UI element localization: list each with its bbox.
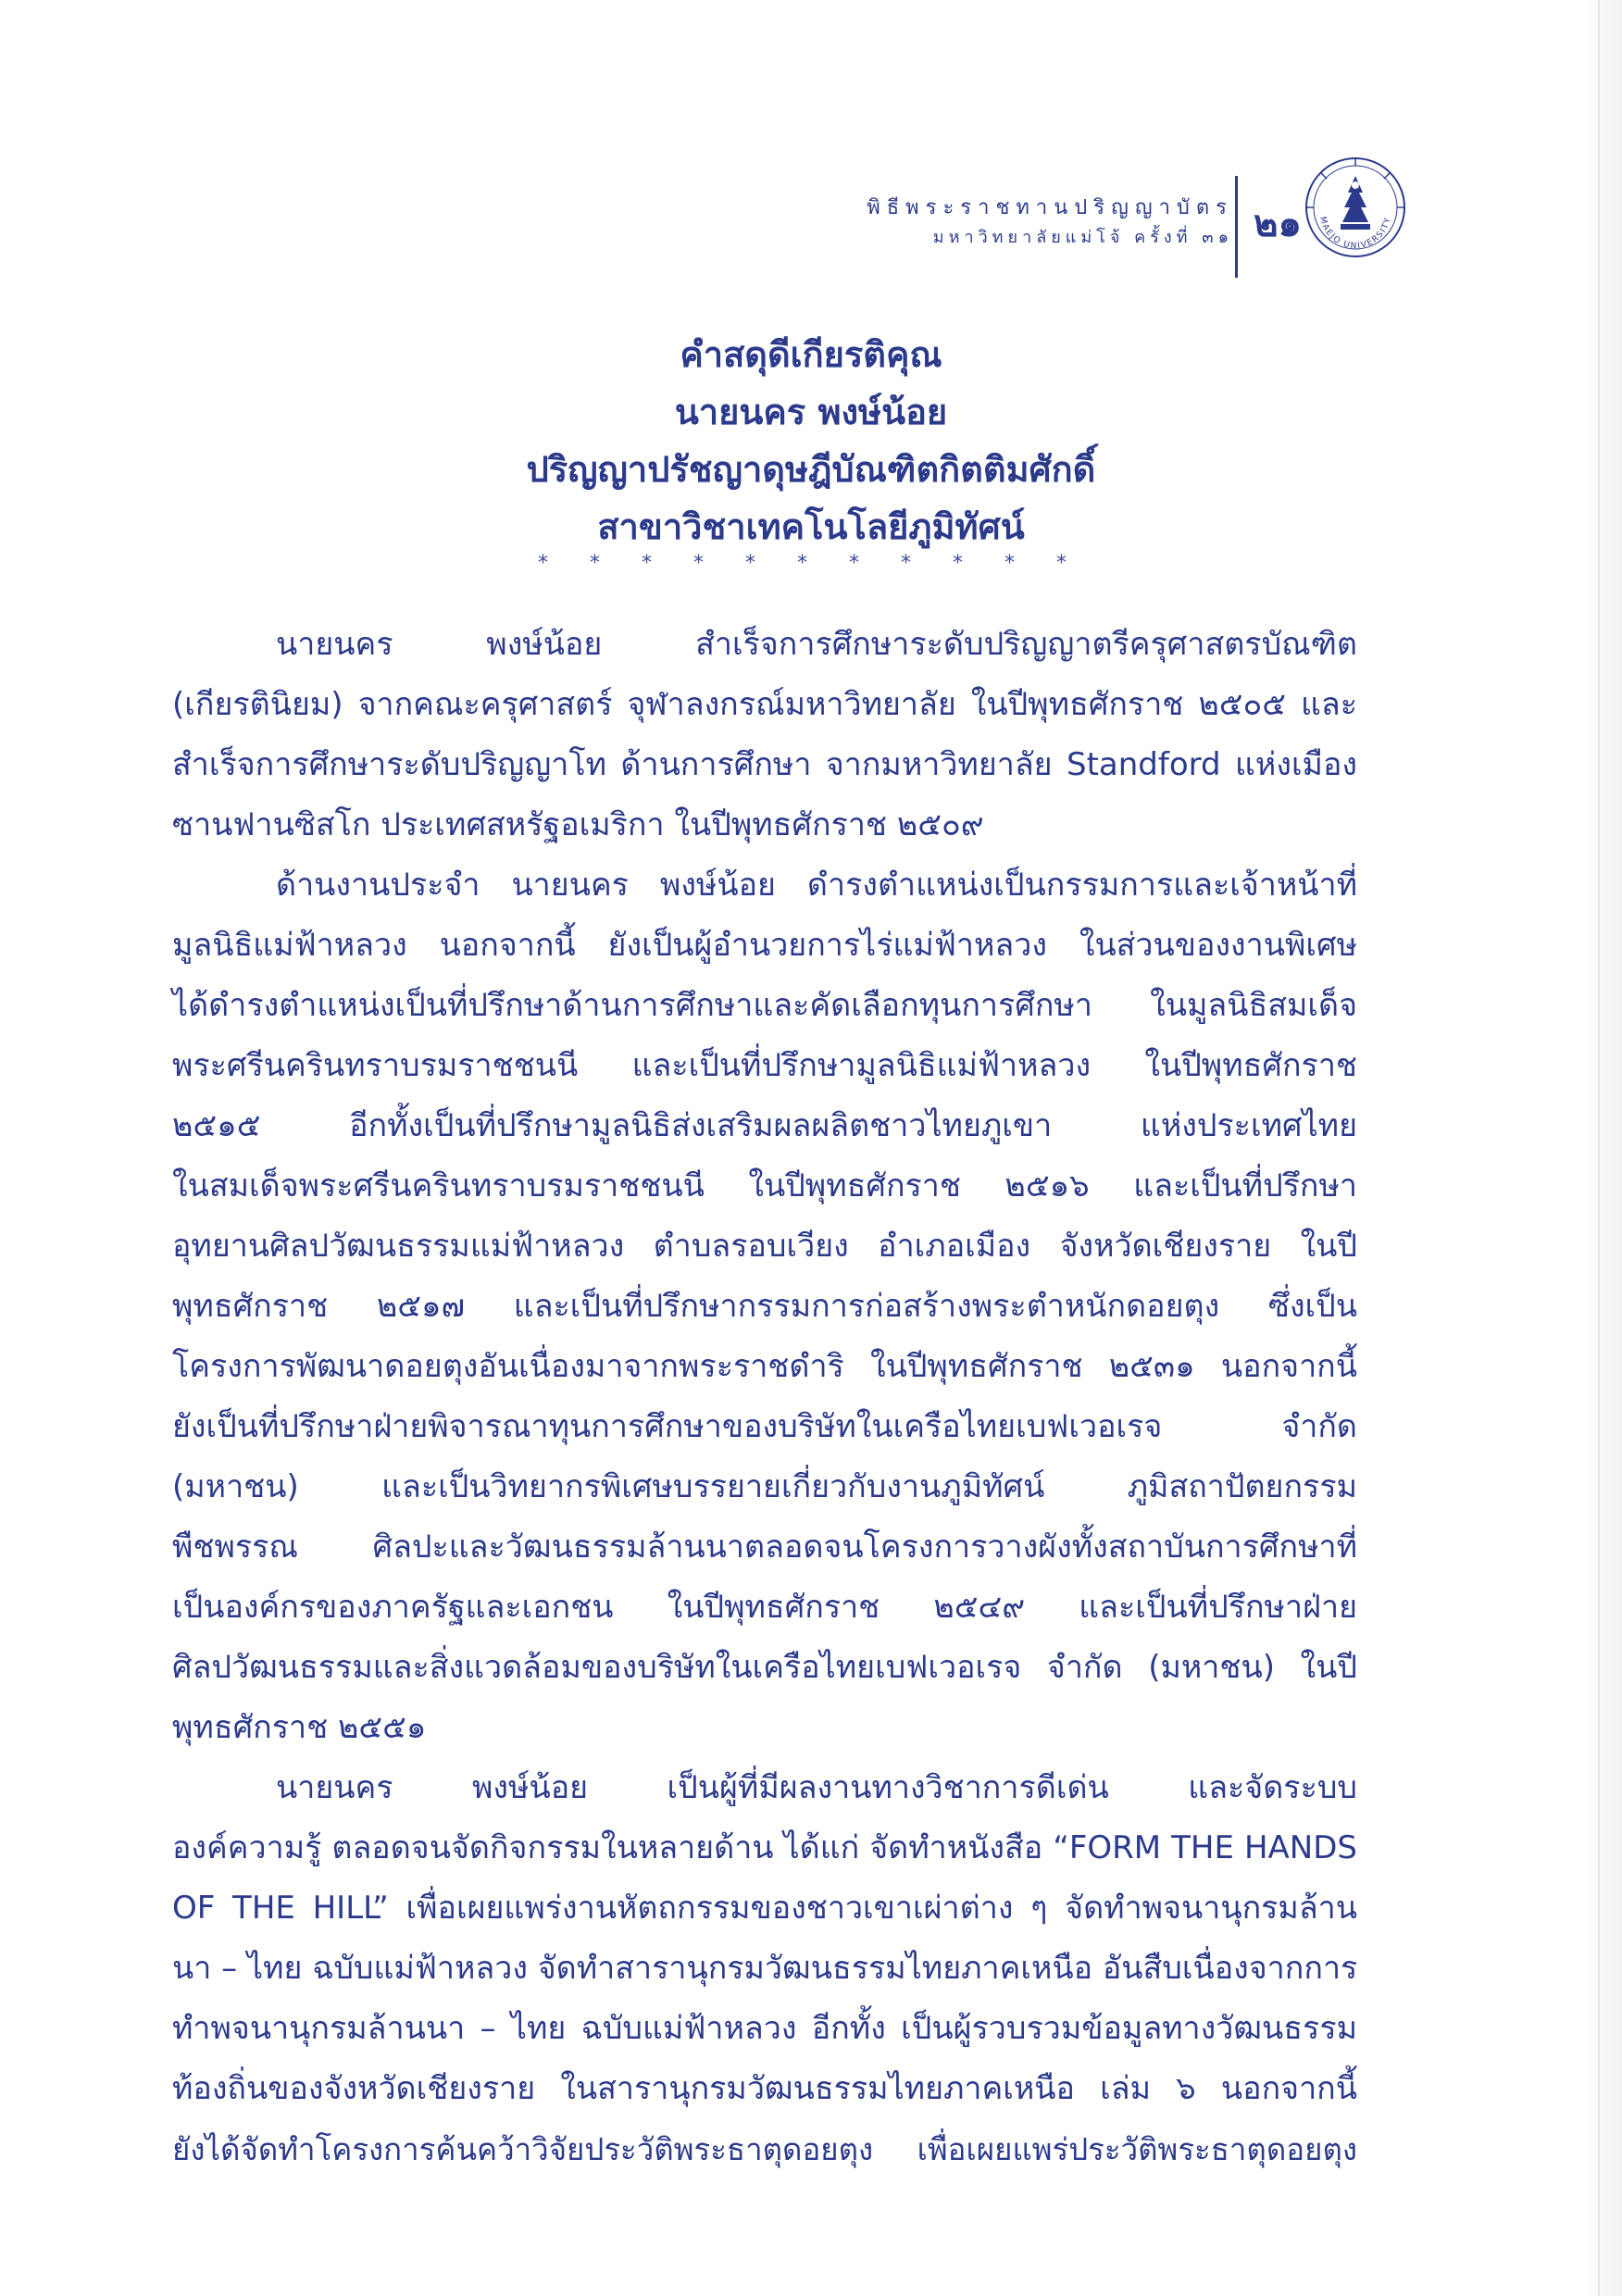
star-separator: * * * * * * * * * * * xyxy=(538,552,1084,575)
university-seal-icon xyxy=(1304,156,1407,259)
text-line: ในสมเด็จพระศรีนครินทราบรมราชชนนี ในปีพุทธศักราช ๒๕๑๖ และเป็นที่ปรึกษา xyxy=(172,1167,1357,1204)
text-line: นา – ไทย ฉบับแม่ฟ้าหลวง จัดทำสารานุกรมวัฒนธรรมไทยภาคเหนือ อันสืบเนื่องจากการ xyxy=(172,1950,1358,1987)
text-line: เป็นองค์กรของภาครัฐและเอกชน ในปีพุทธศักราช ๒๕๔๙ และเป็นที่ปรึกษาฝ่าย xyxy=(172,1589,1357,1626)
text-line: ด้านงานประจำ นายนคร พงษ์น้อย ดำรงตำแหน่งเป็นกรรมการและเจ้าหน้าที่ xyxy=(276,867,1357,904)
text-line: ยังได้จัดทำโครงการค้นคว้าวิจัยประวัติพระธาตุดอยตุง เพื่อเผยแพร่ประวัติพระธาตุดอยตุง xyxy=(172,2131,1357,2167)
text-line: (มหาชน) และเป็นวิทยากรพิเศษบรรยายเกี่ยวกับงานภูมิทัศน์ ภูมิสถาปัตยกรรม xyxy=(172,1468,1357,1505)
text-line: (เกียรตินิยม) จากคณะครุศาสตร์ จุฬาลงกรณ์มหาวิทยาลัย ในปีพุทธศักราช ๒๕๐๕ และ xyxy=(172,686,1357,723)
text-line: ท้องถิ่นของจังหวัดเชียงราย ในสารานุกรมวัฒนธรรมไทยภาคเหนือ เล่ม ๖ นอกจากนี้ xyxy=(172,2070,1357,2107)
text-line: ซานฟานซิสโก ประเทศสหรัฐอเมริกา ในปีพุทธศักราช ๒๕๐๙ xyxy=(172,806,984,843)
text-line: ๒๕๑๕ อีกทั้งเป็นที่ปรึกษามูลนิธิส่งเสริมผลผลิตชาวไทยภูเขา แห่งประเทศไทย xyxy=(172,1107,1357,1144)
text-line: ยังเป็นที่ปรึกษาฝ่ายพิจารณาทุนการศึกษาของบริษัทในเครือไทยเบฟเวอเรจ จำกัด xyxy=(172,1408,1357,1445)
text-line: พุทธศักราช ๒๕๕๑ xyxy=(172,1709,427,1746)
paragraph-education xyxy=(172,615,1357,855)
text-line: โครงการพัฒนาดอยตุงอันเนื่องมาจากพระราชดำริ ในปีพุทธศักราช ๒๕๓๑ นอกจากนี้ xyxy=(172,1348,1357,1385)
paragraph-works xyxy=(172,1758,1357,2179)
text-line: ได้ดำรงตำแหน่งเป็นที่ปรึกษาด้านการศึกษาและคัดเลือกทุนการศึกษา ในมูลนิธิสมเด็จ xyxy=(172,987,1357,1024)
title-degree: ปริญญาปรัชญาดุษฎีบัณฑิตกิตติมศักดิ์ xyxy=(526,449,1096,490)
text-line: อุทยานศิลปวัฒนธรรมแม่ฟ้าหลวง ตำบลรอบเวียง อำเภอเมือง จังหวัดเชียงราย ในปี xyxy=(172,1228,1357,1265)
header xyxy=(867,193,1233,252)
text-line: พืชพรรณ ศิลปะและวัฒนธรรมล้านนาตลอดจนโครงการวางผังทั้งสถาบันการศึกษาที่ xyxy=(172,1529,1357,1566)
header-divider xyxy=(1235,176,1238,278)
title-citation: คำสดุดีเกียรติคุณ xyxy=(680,334,942,375)
header-university-session: มหาวิทยาลัยแม่โจ้ ครั้งที่ ๓๑ xyxy=(932,228,1233,247)
title-honoree-name: นายนคร พงษ์น้อย xyxy=(674,392,948,432)
page-number: ๒๑ xyxy=(1254,203,1302,245)
text-line: ศิลปวัฒนธรรมและสิ่งแวดล้อมของบริษัทในเครือไทยเบฟเวอเรจ จำกัด (มหาชน) ในปี xyxy=(172,1649,1357,1686)
text-line: นายนคร พงษ์น้อย เป็นผู้ที่มีผลงานทางวิชาการดีเด่น และจัดระบบ xyxy=(276,1769,1357,1806)
text-line: นายนคร พงษ์น้อย สำเร็จการศึกษาระดับปริญญาตรีครุศาสตรบัณฑิต xyxy=(276,626,1357,663)
title-field: สาขาวิชาเทคโนโลยีภูมิทัศน์ xyxy=(597,506,1025,547)
title-block xyxy=(0,326,1622,555)
text-line: องค์ความรู้ ตลอดจนจัดกิจกรรมในหลายด้าน ได้แก่ จัดทำหนังสือ “FORM THE HANDS xyxy=(172,1829,1357,1866)
text-line: มูลนิธิแม่ฟ้าหลวง นอกจากนี้ ยังเป็นผู้อำนวยการไร่แม่ฟ้าหลวง ในส่วนของงานพิเศษ xyxy=(172,927,1357,964)
text-line: พระศรีนครินทราบรมราชชนนี และเป็นที่ปรึกษามูลนิธิแม่ฟ้าหลวง ในปีพุทธศักราช xyxy=(172,1047,1357,1084)
header-ceremony-title: พิธีพระราชทานปริญญาบัตร xyxy=(867,196,1233,219)
text-line: พุทธศักราช ๒๕๑๗ และเป็นที่ปรึกษากรรมการก่อสร้างพระตำหนักดอยตุง ซึ่งเป็น xyxy=(172,1288,1357,1325)
text-line: OF THE HILL” เพื่อเผยแพร่งานหัตถกรรมของชาวเขาเผ่าต่าง ๆ จัดทำพจนานุกรมล้าน xyxy=(172,1890,1357,1927)
text-line: ทำพจนานุกรมล้านนา – ไทย ฉบับแม่ฟ้าหลวง อีกทั้ง เป็นผู้รวบรวมข้อมูลทางวัฒนธรรม xyxy=(172,2010,1357,2047)
paragraph-career xyxy=(172,855,1357,1758)
text-line: สำเร็จการศึกษาระดับปริญญาโท ด้านการศึกษา จากมหาวิทยาลัย Standford แห่งเมือง xyxy=(172,746,1357,783)
seal-text: MAEJO UNIVERSITY xyxy=(1317,216,1393,252)
citation-body xyxy=(172,615,1357,2179)
